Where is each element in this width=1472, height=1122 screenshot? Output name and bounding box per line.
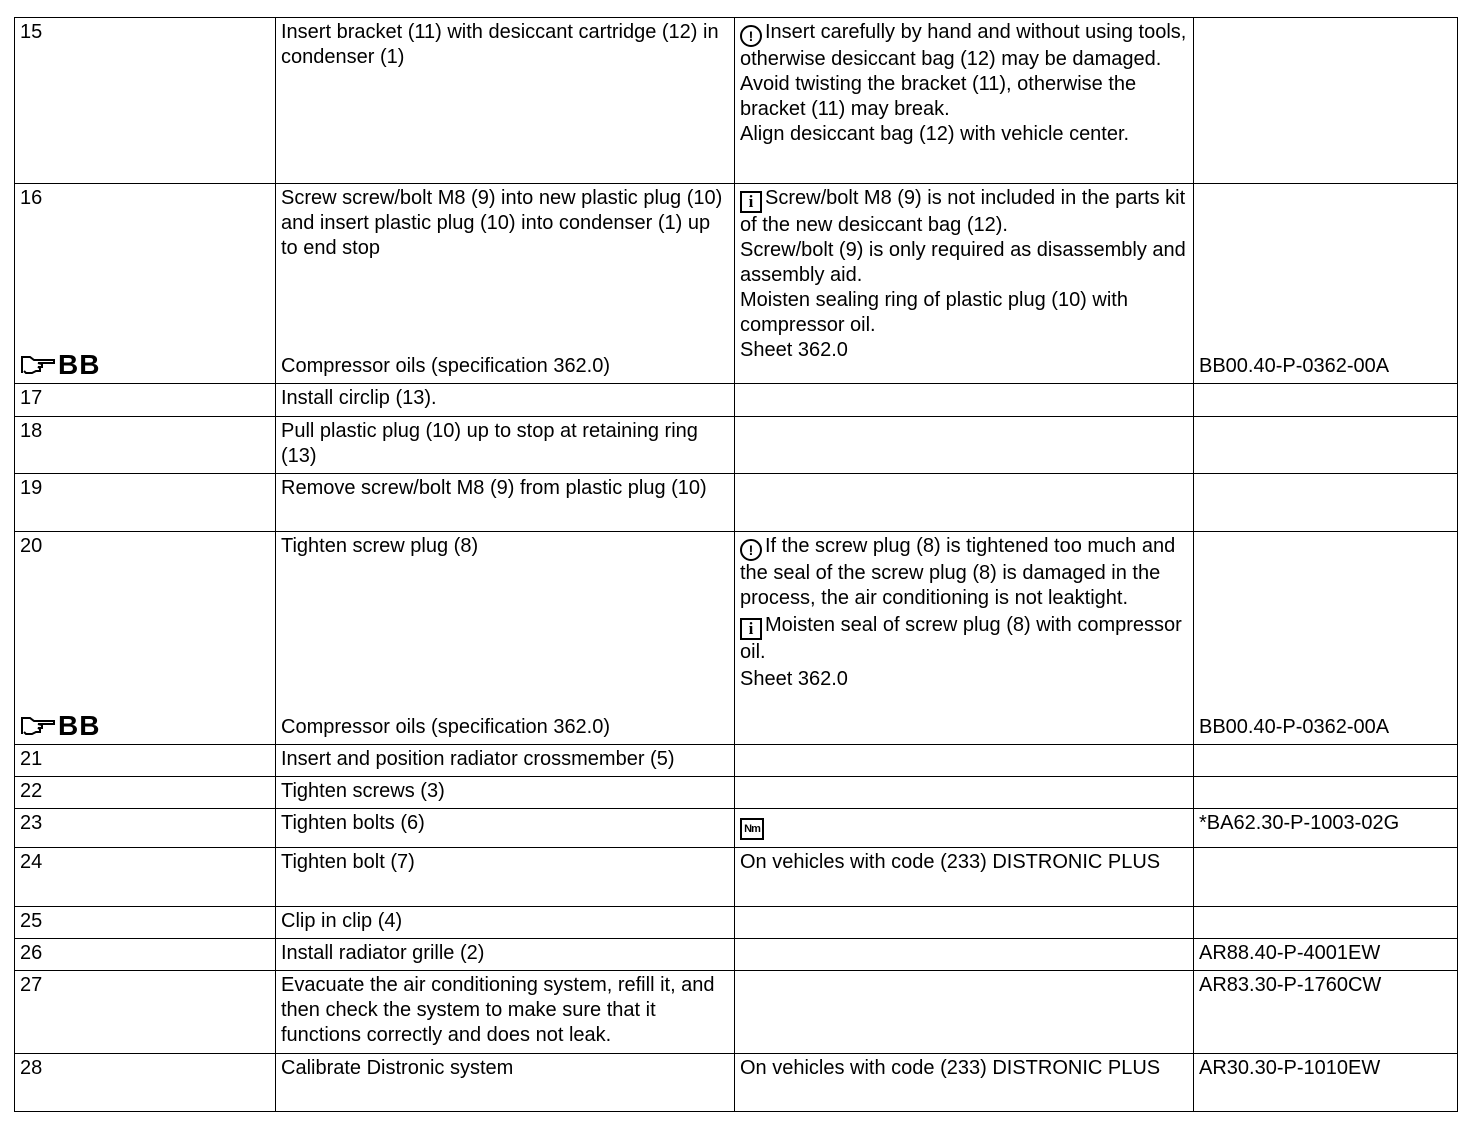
step-reference: AR83.30-P-1760CW (1194, 971, 1458, 1054)
bb-marker (20, 711, 270, 742)
step-number: 16 (20, 187, 43, 209)
note-text: Insert carefully by hand and without using tools, otherwise desiccant bag (12) may be damaged. (740, 21, 1187, 70)
step-number: 17 (15, 384, 276, 417)
info-icon: i (740, 618, 762, 640)
step-action: Calibrate Distronic system (276, 1054, 735, 1112)
step-notes (735, 417, 1194, 474)
step-action: Clip in clip (4) (276, 907, 735, 939)
step-action: Tighten screws (3) (276, 777, 735, 809)
bb-label: BB (58, 710, 101, 741)
step-number: 24 (15, 848, 276, 907)
step-reference (1194, 474, 1458, 532)
step-action: Tighten bolt (7) (276, 848, 735, 907)
bb-label: BB (58, 349, 101, 380)
torque-nm-icon: Nm (740, 818, 764, 840)
step-notes (735, 474, 1194, 532)
step-action: Insert bracket (11) with desiccant cartridge (12) in condenser (1) (276, 18, 735, 184)
step-notes (735, 907, 1194, 939)
step-action: Tighten screw plug (8) (281, 535, 479, 557)
step-number: 27 (15, 971, 276, 1054)
step-number: 22 (15, 777, 276, 809)
note-text: Screw/bolt (9) is only required as disassembly and assembly aid. (740, 239, 1186, 286)
step-reference: AR88.40-P-4001EW (1194, 939, 1458, 971)
bb-marker (20, 350, 270, 381)
step-action-cell (276, 184, 735, 384)
bb-note: Sheet 362.0 (740, 339, 848, 361)
step-notes (735, 532, 1194, 745)
step-reference (1194, 417, 1458, 474)
step-number: 26 (15, 939, 276, 971)
pointing-hand-icon (20, 353, 58, 375)
table-row (15, 184, 1458, 384)
table-row (15, 777, 1458, 809)
step-action: Install radiator grille (2) (276, 939, 735, 971)
table-row (15, 18, 1458, 184)
step-reference (1194, 848, 1458, 907)
step-number: 25 (15, 907, 276, 939)
step-reference-cell (1194, 184, 1458, 384)
info-icon: i (740, 191, 762, 213)
bb-reference: BB00.40-P-0362-00A (1199, 355, 1390, 377)
step-action: Evacuate the air conditioning system, refill it, and then check the system to make sure that it functions correctly and does not leak. (276, 971, 735, 1054)
caution-icon: ! (740, 25, 762, 47)
step-notes (735, 809, 1194, 848)
step-reference (1194, 384, 1458, 417)
note-text: If the screw plug (8) is tightened too much and the seal of the screw plug (8) is damaged in the process, the air conditioning is not leaktight. (740, 535, 1176, 609)
note-text: Moisten seal of screw plug (8) with compressor oil. (740, 614, 1182, 663)
step-notes: On vehicles with code (233) DISTRONIC PLUS (735, 1054, 1194, 1112)
step-action: Tighten bolts (6) (276, 809, 735, 848)
step-action: Install circlip (13). (276, 384, 735, 417)
step-notes (735, 384, 1194, 417)
bb-action: Compressor oils (specification 362.0) (281, 355, 611, 377)
step-action-cell (276, 532, 735, 745)
step-notes: On vehicles with code (233) DISTRONIC PLUS (735, 848, 1194, 907)
step-number: 21 (15, 745, 276, 777)
table-row (15, 384, 1458, 417)
step-notes (735, 939, 1194, 971)
bb-note: Sheet 362.0 (740, 668, 848, 690)
step-reference (1194, 907, 1458, 939)
step-notes (735, 745, 1194, 777)
table-row (15, 417, 1458, 474)
table-row (15, 809, 1458, 848)
table-row (15, 971, 1458, 1054)
note-text: Screw/bolt M8 (9) is not included in the parts kit of the new desiccant bag (12). (740, 187, 1186, 236)
table-row (15, 474, 1458, 532)
step-number: 15 (15, 18, 276, 184)
table-row (15, 848, 1458, 907)
step-action: Insert and position radiator crossmember (5) (276, 745, 735, 777)
table-row (15, 939, 1458, 971)
step-action: Pull plastic plug (10) up to stop at retaining ring (13) (276, 417, 735, 474)
step-reference: AR30.30-P-1010EW (1194, 1054, 1458, 1112)
bb-reference: BB00.40-P-0362-00A (1199, 716, 1390, 738)
note-text: Align desiccant bag (12) with vehicle center. (740, 123, 1130, 145)
step-reference: *BA62.30-P-1003-02G (1194, 809, 1458, 848)
caution-icon: ! (740, 539, 762, 561)
step-reference (1194, 18, 1458, 184)
step-notes (735, 184, 1194, 384)
table-row (15, 532, 1458, 745)
step-reference (1194, 745, 1458, 777)
step-number: 19 (15, 474, 276, 532)
note-text: Moisten sealing ring of plastic plug (10) with compressor oil. (740, 289, 1128, 336)
step-reference (1194, 777, 1458, 809)
table-row (15, 745, 1458, 777)
step-number: 23 (15, 809, 276, 848)
step-notes (735, 971, 1194, 1054)
pointing-hand-icon (20, 714, 58, 736)
step-number: 28 (15, 1054, 276, 1112)
step-number: 18 (15, 417, 276, 474)
step-number: 20 (20, 535, 43, 557)
table-row (15, 1054, 1458, 1112)
step-number-cell (15, 532, 276, 745)
step-reference-cell (1194, 532, 1458, 745)
bb-action: Compressor oils (specification 362.0) (281, 716, 611, 738)
table-row (15, 907, 1458, 939)
procedure-table (14, 17, 1458, 1112)
step-action: Screw screw/bolt M8 (9) into new plastic plug (10) and insert plastic plug (10) into condenser (1) up to end stop (281, 187, 723, 259)
step-number-cell (15, 184, 276, 384)
step-notes (735, 777, 1194, 809)
note-text: Avoid twisting the bracket (11), otherwise the bracket (11) may break. (740, 73, 1137, 120)
step-notes (735, 18, 1194, 184)
step-action: Remove screw/bolt M8 (9) from plastic plug (10) (276, 474, 735, 532)
